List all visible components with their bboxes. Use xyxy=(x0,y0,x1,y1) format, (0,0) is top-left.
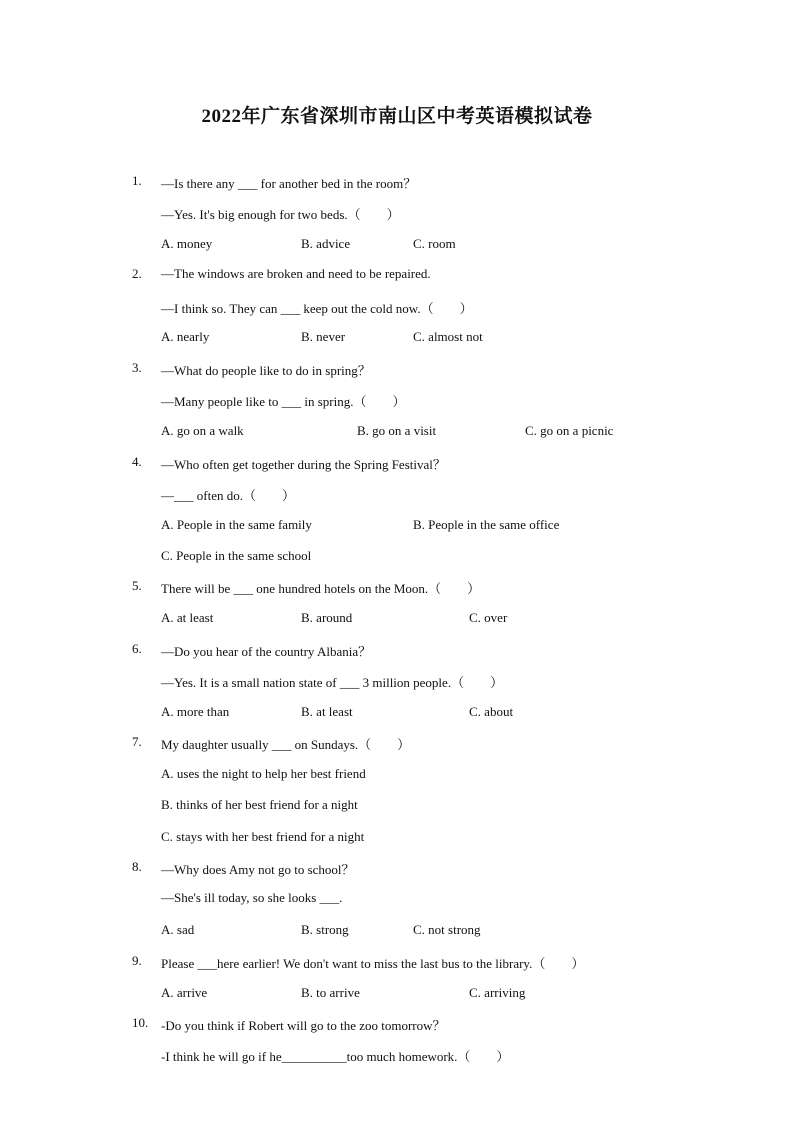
question-number: 6. xyxy=(132,641,142,656)
option-c[interactable]: C. almost not xyxy=(413,329,483,344)
question-stem: —Why does Amy not go to school？ xyxy=(161,862,355,877)
option-a[interactable]: A. sad xyxy=(161,922,195,937)
option-b[interactable]: B. never xyxy=(301,329,346,344)
option-a[interactable]: A. arrive xyxy=(161,985,208,1000)
option-b[interactable]: B. around xyxy=(301,610,353,625)
question-number: 10. xyxy=(132,1015,149,1030)
option-b[interactable]: B. advice xyxy=(301,236,351,251)
option-b[interactable]: B. strong xyxy=(301,922,349,937)
question-stem: —Do you hear of the country Albania？ xyxy=(161,644,372,659)
option-c[interactable]: C. People in the same school xyxy=(161,548,312,563)
option-b[interactable]: B. to arrive xyxy=(301,985,360,1000)
option-c[interactable]: C. room xyxy=(413,236,456,251)
option-a[interactable]: A. go on a walk xyxy=(161,423,244,438)
question-number: 8. xyxy=(132,859,142,874)
question-stem: —Is there any ___ for another bed in the room？ xyxy=(161,176,417,191)
option-a[interactable]: A. at least xyxy=(161,610,214,625)
option-b[interactable]: B. go on a visit xyxy=(357,423,437,438)
option-a[interactable]: A. money xyxy=(161,236,213,251)
question-stem: My daughter usually ___ on Sundays.（ ） xyxy=(161,737,411,752)
question-stem: —The windows are broken and need to be repaired. xyxy=(161,266,431,281)
question-number: 1. xyxy=(132,173,142,188)
question-response: -I think he will go if he__________too much homework.（ ） xyxy=(161,1049,510,1064)
question-stem: —What do people like to do in spring？ xyxy=(161,363,371,378)
option-a[interactable]: A. People in the same family xyxy=(161,517,312,532)
question-stem: Please ___here earlier! We don't want to miss the last bus to the library.（ ） xyxy=(161,956,585,971)
option-b[interactable]: B. People in the same office xyxy=(413,517,560,532)
option-c[interactable]: C. about xyxy=(469,704,514,719)
question-number: 9. xyxy=(132,953,142,968)
option-b[interactable]: B. at least xyxy=(301,704,353,719)
question-response: —Yes. It is a small nation state of ___ 3 million people.（ ） xyxy=(161,675,504,690)
question-number: 4. xyxy=(132,454,142,469)
question-response: —Many people like to ___ in spring.（ ） xyxy=(161,394,406,409)
question-stem: -Do you think if Robert will go to the zoo tomorrow？ xyxy=(161,1018,446,1033)
option-c[interactable]: C. arriving xyxy=(469,985,526,1000)
question-number: 3. xyxy=(132,360,142,375)
question-number: 5. xyxy=(132,578,142,593)
option-c[interactable]: C. not strong xyxy=(413,922,481,937)
option-c[interactable]: C. go on a picnic xyxy=(525,423,614,438)
option-c[interactable]: C. stays with her best friend for a night xyxy=(161,829,365,844)
question-response: —Yes. It's big enough for two beds.（ ） xyxy=(161,207,400,222)
question-stem: There will be ___ one hundred hotels on the Moon.（ ） xyxy=(161,581,481,596)
option-c[interactable]: C. over xyxy=(469,610,508,625)
option-a[interactable]: A. more than xyxy=(161,704,230,719)
question-response: —___ often do.（ ） xyxy=(161,488,295,503)
option-b[interactable]: B. thinks of her best friend for a night xyxy=(161,797,358,812)
question-response: —She's ill today, so she looks ___. xyxy=(161,890,343,905)
option-a[interactable]: A. nearly xyxy=(161,329,210,344)
question-number: 2. xyxy=(132,266,142,281)
page-title: 2022年广东省深圳市南山区中考英语模拟试卷 xyxy=(201,106,593,127)
question-stem: —Who often get together during the Spring Festival？ xyxy=(161,457,446,472)
option-a[interactable]: A. uses the night to help her best friend xyxy=(161,766,366,781)
question-response: —I think so. They can ___ keep out the cold now.（ ） xyxy=(161,301,473,316)
question-number: 7. xyxy=(132,734,142,749)
